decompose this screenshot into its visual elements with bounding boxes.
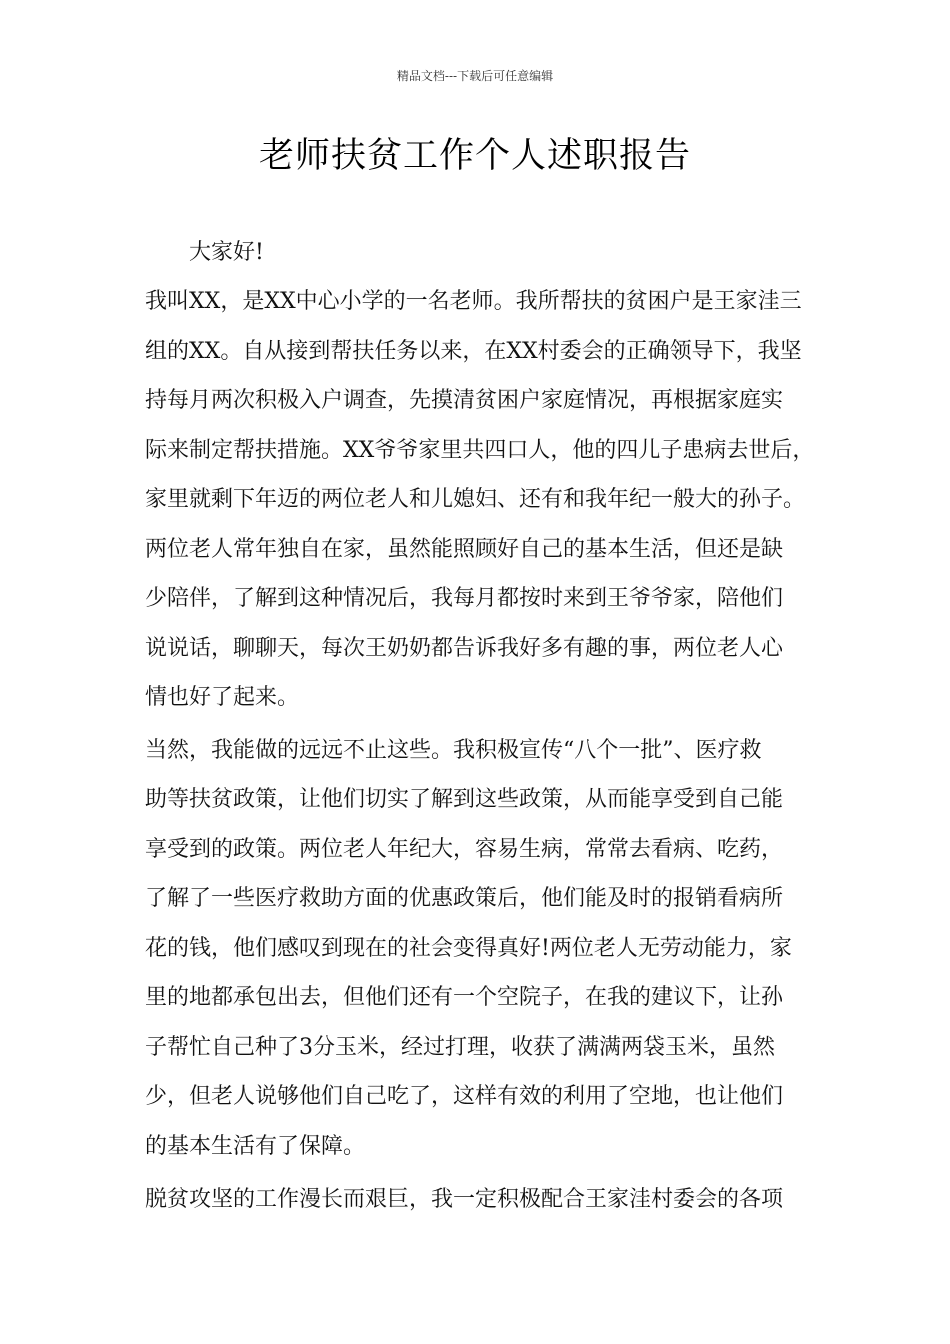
body-line: 子帮忙自己种了3分玉米，经过打理，收获了满满两袋玉米，虽然 xyxy=(145,1035,775,1060)
body-line: 两位老人常年独自在家，虽然能照顾好自己的基本生活，但还是缺 xyxy=(145,537,784,562)
body-line: 了解了一些医疗救助方面的优惠政策后，他们能及时的报销看病所 xyxy=(145,886,784,911)
page-header: 精品文档---下载后可任意编辑 xyxy=(396,69,554,83)
greeting-line: 大家好! xyxy=(189,240,264,265)
body-line: 脱贫攻坚的工作漫长而艰巨，我一定积极配合王家洼村委会的各项 xyxy=(145,1187,784,1212)
document-title: 老师扶贫工作个人述职报告 xyxy=(258,136,691,176)
body-line: 家里就剩下年迈的两位老人和儿媳妇、还有和我年纪一般大的孙子。 xyxy=(145,487,806,512)
body-line: 情也好了起来。 xyxy=(145,685,300,710)
body-line: 的基本生活有了保障。 xyxy=(145,1134,366,1159)
body-line: 助等扶贫政策，让他们切实了解到这些政策，从而能享受到自己能 xyxy=(145,787,784,812)
body-line: 享受到的政策。两位老人年纪大，容易生病，常常去看病、吃药， xyxy=(145,837,784,862)
body-line: 少陪伴，了解到这种情况后，我每月都按时来到王爷爷家，陪他们 xyxy=(145,586,784,611)
body-line: 组的XX。自从接到帮扶任务以来，在XX村委会的正确领导下，我坚 xyxy=(145,339,802,364)
body-line: 当然，我能做的远远不止这些。我积极宣传“八个一批”、医疗救 xyxy=(145,738,762,763)
body-line: 里的地都承包出去，但他们还有一个空院子，在我的建议下，让孙 xyxy=(145,985,784,1010)
body-line: 少，但老人说够他们自己吃了，这样有效的利用了空地，也让他们 xyxy=(145,1084,784,1109)
body-line: 持每月两次积极入户调查，先摸清贫困户家庭情况，再根据家庭实 xyxy=(145,388,784,413)
body-line: 花的钱，他们感叹到现在的社会变得真好!两位老人无劳动能力，家 xyxy=(145,936,792,961)
body-line: 我叫XX，是XX中心小学的一名老师。我所帮扶的贫困户是王家洼三 xyxy=(145,289,802,314)
body-line: 际来制定帮扶措施。XX爷爷家里共四口人，他的四儿子患病去世后， xyxy=(145,438,815,463)
body-line: 说说话，聊聊天，每次王奶奶都告诉我好多有趣的事，两位老人心 xyxy=(145,636,784,661)
